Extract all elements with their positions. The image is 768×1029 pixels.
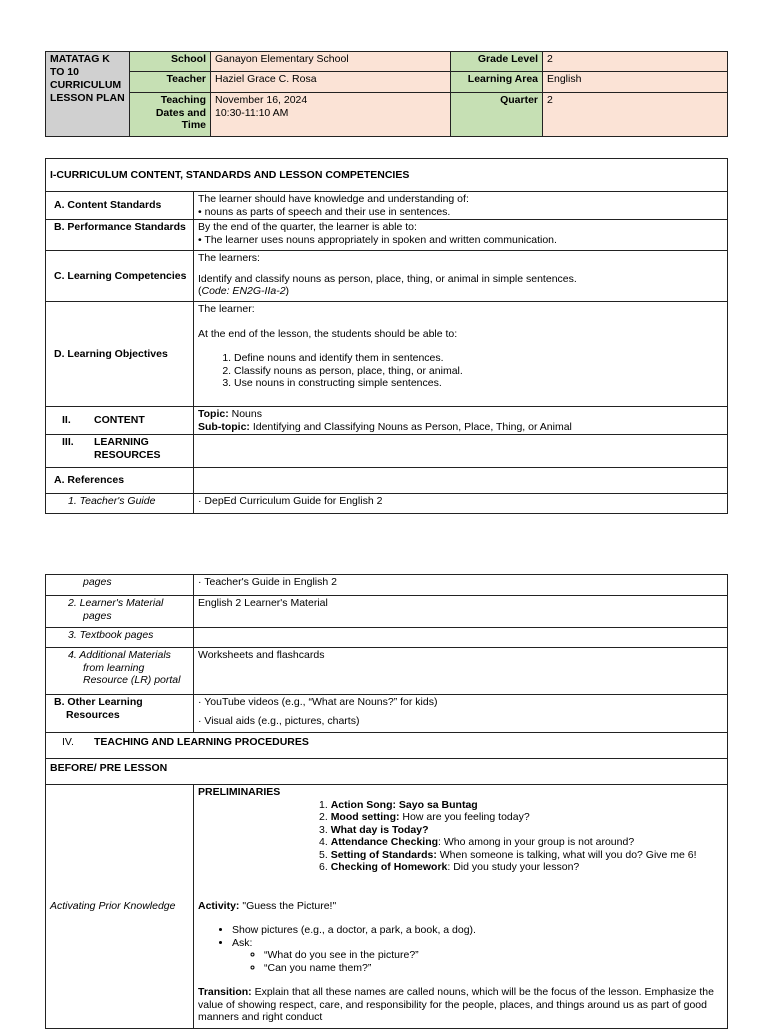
content-standards-bullet: • nouns as parts of speech and their use in sentences. xyxy=(198,205,451,218)
teachers-guide-value: · DepEd Curriculum Guide for English 2 xyxy=(194,494,728,514)
activity-bullet: • Ask: xyxy=(232,937,723,950)
preliminary-item: 6. Checking of Homework: Did you study your lesson? xyxy=(319,861,723,874)
question-item: ◦ “What do you see in the picture?” xyxy=(264,949,723,962)
teaching-time: 10:30-11:10 AM xyxy=(215,106,289,119)
performance-standards-value xyxy=(194,220,728,251)
learning-area-label: Learning Area xyxy=(451,72,543,93)
objectives-intro: The learner: xyxy=(198,303,255,315)
activity-line: Activity: "Guess the Picture!" xyxy=(198,899,337,912)
content-standards-value xyxy=(194,192,728,220)
content-standards-label: A. Content Standards xyxy=(46,192,194,220)
question-list xyxy=(260,949,723,974)
activity-bullets xyxy=(228,924,723,949)
grade-level-label: Grade Level xyxy=(451,52,543,72)
topic-line: Topic: Nouns xyxy=(198,408,262,420)
objectives-list xyxy=(198,352,723,390)
preliminaries-title: PRELIMINARIES xyxy=(198,786,281,798)
competencies-text: Identify and classify nouns as person, place, thing, or animal in simple sentences. xyxy=(198,272,577,285)
performance-bullet: • The learner uses nouns appropriately in spoken and written communication. xyxy=(198,233,557,246)
objectives-label: D. Learning Objectives xyxy=(46,302,194,407)
performance-standards-label: B. Performance Standards xyxy=(46,220,194,251)
transition-paragraph: Transition: Explain that all these names are called nouns, which will be the focus of the lesson. Emphasize the value of showing respect, care, and responsibility for the people, places, and things around us as part of good manners and right conduct xyxy=(198,986,714,1023)
school-label: School xyxy=(130,52,211,72)
references-label: A. References xyxy=(46,468,194,494)
quarter-label: Quarter xyxy=(451,93,543,137)
preliminary-item: 2. Mood setting: How are you feeling today? xyxy=(319,811,723,824)
objective-item: 1. Define nouns and identify them in sentences. xyxy=(234,352,723,365)
performance-line: By the end of the quarter, the learner is able to: xyxy=(198,221,417,233)
preliminary-item: 3. What day is Today? xyxy=(319,824,723,837)
activity-bullet: • Show pictures (e.g., a doctor, a park, a book, a dog). xyxy=(232,924,723,937)
grade-level-value: 2 xyxy=(543,52,728,72)
school-value: Ganayon Elementary School xyxy=(211,52,451,72)
other-resources-value xyxy=(194,695,728,733)
objective-item: 3. Use nouns in constructing simple sentences. xyxy=(234,377,723,390)
learning-resources-value xyxy=(194,435,728,468)
other-resources-label: B. Other Learning Resources xyxy=(46,695,194,733)
additional-materials-value: Worksheets and flashcards xyxy=(194,648,728,695)
competencies-label: C. Learning Competencies xyxy=(46,251,194,302)
preliminaries-list xyxy=(319,799,723,874)
objectives-lead: At the end of the lesson, the students should be able to: xyxy=(198,327,458,340)
preliminary-item: 5. Setting of Standards: When someone is talking, what will you do? Give me 6! xyxy=(319,849,723,862)
before-lesson-heading: BEFORE/ PRE LESSON xyxy=(46,759,728,785)
teaching-dates-value xyxy=(211,93,451,137)
other-resource-item: · YouTube videos (e.g., “What are Nouns?” for kids) xyxy=(198,696,438,708)
quarter-value: 2 xyxy=(543,93,728,137)
preliminary-item: 1. Action Song: Sayo sa Buntag xyxy=(319,799,723,812)
learners-material-value: English 2 Learner's Material xyxy=(194,596,728,628)
objective-item: 2. Classify nouns as person, place, thing, or animal. xyxy=(234,365,723,378)
objectives-value xyxy=(194,302,728,407)
content-standards-line: The learner should have knowledge and understanding of: xyxy=(198,193,469,205)
textbook-pages-label: 3. Textbook pages xyxy=(46,628,194,648)
curriculum-table xyxy=(45,158,728,514)
additional-materials-label: 4. Additional Materials from learning Resource (LR) portal xyxy=(46,648,194,695)
procedures-heading: IV. TEACHING AND LEARNING PROCEDURES xyxy=(46,733,728,759)
subtopic-line: Sub-topic: Identifying and Classifying Nouns as Person, Place, Thing, or Animal xyxy=(198,420,572,433)
teachers-guide-label: 1. Teacher's Guide xyxy=(46,494,194,514)
pages-label: pages xyxy=(46,575,194,596)
learning-area-value: English xyxy=(543,72,728,93)
pages-value: · Teacher's Guide in English 2 xyxy=(194,575,728,596)
teacher-value: Haziel Grace C. Rosa xyxy=(211,72,451,93)
competencies-value xyxy=(194,251,728,302)
teacher-label: Teacher xyxy=(130,72,211,93)
learning-resources-label: III. LEARNING RESOURCES xyxy=(46,435,194,468)
section-title: I-CURRICULUM CONTENT, STANDARDS AND LESSON COMPETENCIES xyxy=(46,159,728,192)
teaching-date: November 16, 2024 xyxy=(215,94,308,106)
competencies-intro: The learners: xyxy=(198,252,260,264)
learners-material-label: 2. Learner's Material pages xyxy=(46,596,194,628)
procedures-table xyxy=(45,574,728,1029)
preliminaries-cell xyxy=(194,785,728,1029)
other-resource-item: · Visual aids (e.g., pictures, charts) xyxy=(198,714,360,727)
references-value xyxy=(194,468,728,494)
activating-prior-knowledge-label: Activating Prior Knowledge xyxy=(46,785,194,1029)
competencies-code: (Code: EN2G-IIa-2) xyxy=(198,285,290,297)
content-label: II. CONTENT xyxy=(46,407,194,435)
header-table xyxy=(45,51,728,137)
textbook-pages-value xyxy=(194,628,728,648)
teaching-dates-label: Teaching Dates and Time xyxy=(130,93,211,137)
content-value xyxy=(194,407,728,435)
preliminary-item: 4. Attendance Checking: Who among in your group is not around? xyxy=(319,836,723,849)
lesson-plan-title: MATATAG K TO 10 CURRICULUM LESSON PLAN xyxy=(46,52,130,137)
question-item: ◦ “Can you name them?” xyxy=(264,962,723,975)
